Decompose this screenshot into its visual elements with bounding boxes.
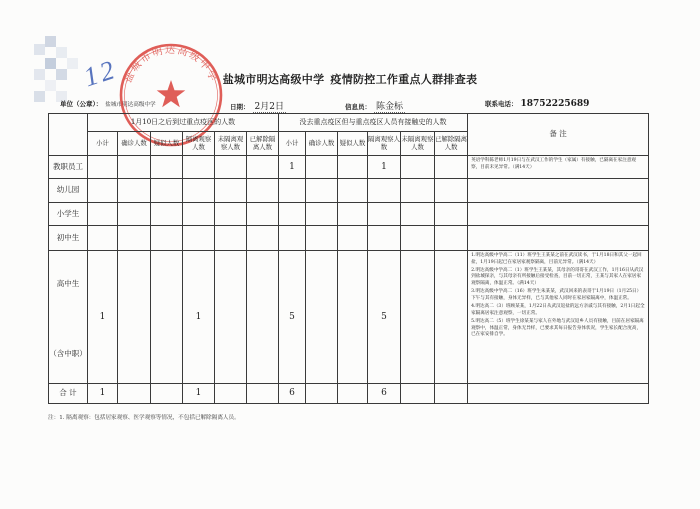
- row-label: 教职员工: [49, 156, 88, 179]
- g2-isolated-cell: [368, 179, 401, 203]
- g1-isolated-header: 隔离观察人数: [183, 132, 215, 156]
- informant-label: 信息员：: [345, 103, 371, 111]
- group1-header: 1月10日之后到过重点疫区的人数: [88, 114, 279, 132]
- g2-suspected-cell: [338, 226, 368, 251]
- table-row: [49, 226, 649, 251]
- g2-confirmed-cell: [306, 384, 338, 404]
- g2-subtotal-cell: 5: [279, 251, 306, 384]
- remark-paragraph: 4.明达高二（3）班顾某某，1月22日从武汉返盐的远方亲戚与其有接触，2月1日起全家隔离居家注意观察，一切正常。: [471, 304, 645, 316]
- g2-confirmed-cell: [306, 251, 338, 384]
- g1-suspected-cell: [151, 179, 183, 203]
- g1-isolated-cell: 1: [183, 384, 215, 404]
- svg-text:盐城市明达高级中学: [121, 43, 221, 84]
- remark-cell: [468, 251, 649, 384]
- date-label: 日期：: [230, 103, 250, 111]
- table-row: [49, 251, 649, 384]
- g2-confirmed-cell: [306, 226, 338, 251]
- g1-subtotal-cell: 1: [88, 251, 118, 384]
- g2-not-isolated-cell: [401, 251, 435, 384]
- g1-suspected-cell: [151, 203, 183, 226]
- g1-subtotal-cell: [88, 203, 118, 226]
- row-sublabel-text: （含中职）: [49, 348, 87, 358]
- g1-suspected-cell: [151, 384, 183, 404]
- g2-not-isolated-cell: [401, 179, 435, 203]
- g2-suspected-cell: [338, 203, 368, 226]
- informant-field: [345, 99, 405, 112]
- g1-subtotal-cell: 1: [88, 384, 118, 404]
- row-label: 初中生: [49, 226, 88, 251]
- g1-subtotal-header: 小计: [88, 132, 118, 156]
- g2-isolated-cell: 6: [368, 384, 401, 404]
- g2-released-cell: [435, 251, 468, 384]
- remark-paragraph: 英语学科陈老师1月19日与在武汉工作的学生（家属）有接触，已隔离在家注意观察，目前未见异常。（满14天）: [471, 158, 637, 170]
- phone-value: 18752225689: [520, 99, 590, 109]
- g1-released-cell: [247, 251, 279, 384]
- g2-released-cell: [435, 384, 468, 404]
- g2-subtotal-header: 小计: [279, 132, 306, 156]
- phone-field: [485, 99, 589, 109]
- g2-not-isolated-cell: [401, 384, 435, 404]
- g1-suspected-cell: [151, 226, 183, 251]
- g1-confirmed-cell: [118, 179, 151, 203]
- g1-released-cell: [247, 179, 279, 203]
- table-row: [49, 203, 649, 226]
- g1-confirmed-cell: [118, 203, 151, 226]
- g1-released-cell: [247, 384, 279, 404]
- g2-isolated-header: 隔离观察人数: [368, 132, 401, 156]
- g2-not-isolated-cell: [401, 203, 435, 226]
- g1-subtotal-cell: [88, 156, 118, 179]
- row-label: 小学生: [49, 203, 88, 226]
- g1-not-isolated-cell: [215, 156, 247, 179]
- row-label: 幼儿园: [49, 179, 88, 203]
- g2-released-header: 已解除隔离人数: [435, 132, 468, 156]
- g2-confirmed-header: 确诊人数: [306, 132, 338, 156]
- g2-isolated-cell: [368, 203, 401, 226]
- remark-cell: [468, 156, 649, 179]
- table-row: [49, 156, 649, 179]
- g2-subtotal-cell: 6: [279, 384, 306, 404]
- table-body: [49, 156, 649, 404]
- g1-isolated-cell: [183, 203, 215, 226]
- header-row-groups: [49, 114, 649, 132]
- g1-not-isolated-header: 未隔离观察人数: [215, 132, 247, 156]
- g1-subtotal-cell: [88, 179, 118, 203]
- g1-released-cell: [247, 226, 279, 251]
- g2-subtotal-cell: 1: [279, 156, 306, 179]
- group2-header: 没去重点疫区但与重点疫区人员有接触史的人数: [279, 114, 468, 132]
- unit-value: 盐城市明达高级中学: [105, 102, 156, 108]
- g2-isolated-cell: [368, 226, 401, 251]
- table-row: [49, 384, 649, 404]
- g1-subtotal-cell: [88, 226, 118, 251]
- g1-not-isolated-cell: [215, 226, 247, 251]
- g1-not-isolated-cell: [215, 384, 247, 404]
- remark-cell: [468, 384, 649, 404]
- phone-label: 联系电话：: [485, 100, 518, 108]
- g1-confirmed-cell: [118, 226, 151, 251]
- remark-paragraph: 2.明达高级中学高二（1）班学生王某某，其母亲的哥哥在武汉工作，1月16日从武汉到盐城探亲，与其母亲有所接触后接受检查，目前一切正常，王某与其家人在家居家观察隔离，体温正常。（满14天）: [471, 267, 644, 287]
- g2-isolated-cell: 1: [368, 156, 401, 179]
- remark-paragraph: 1.明达高级中学高二（11）班学生王某某之前在武汉读书，于1月18日和其父一起回盐，1月19日起已在家居家观察隔离，目前无异常。（满14天）: [471, 253, 642, 265]
- g2-suspected-cell: [338, 179, 368, 203]
- g2-released-cell: [435, 226, 468, 251]
- g2-not-isolated-cell: [401, 226, 435, 251]
- g2-subtotal-cell: [279, 203, 306, 226]
- g2-confirmed-cell: [306, 179, 338, 203]
- title-school: 盐城市明达高级中学: [222, 73, 325, 86]
- g2-suspected-cell: [338, 251, 368, 384]
- g2-confirmed-cell: [306, 156, 338, 179]
- remark-paragraph: 3.明达高级中学高二（16）班学生朱某某，武汉回来的表哥于1月19日（1月25日）下午与其有接触，身体无异样，已与其他家人同时在家居家隔离中，体温正常。: [471, 289, 642, 301]
- g1-confirmed-cell: [118, 384, 151, 404]
- g1-isolated-cell: [183, 226, 215, 251]
- g1-confirmed-cell: [118, 156, 151, 179]
- footnote: 注：1. 隔离观察：包括居家观察、医学观察等情况，不包括已解除隔离人员。: [48, 415, 240, 421]
- handwritten-mark: 12: [80, 53, 121, 93]
- date-field: [230, 99, 286, 112]
- g2-not-isolated-header: 未隔离观察人数: [401, 132, 435, 156]
- g2-released-cell: [435, 179, 468, 203]
- g2-subtotal-cell: [279, 226, 306, 251]
- g2-suspected-cell: [338, 156, 368, 179]
- g2-subtotal-cell: [279, 179, 306, 203]
- unit-label: 单位（公章）：: [60, 100, 103, 108]
- row-label-text: 高中生: [56, 278, 80, 288]
- g2-suspected-header: 疑似人数: [338, 132, 368, 156]
- g2-released-cell: [435, 203, 468, 226]
- page-title: [0, 71, 700, 87]
- g1-not-isolated-cell: [215, 179, 247, 203]
- row-label: [49, 251, 88, 384]
- g2-suspected-cell: [338, 384, 368, 404]
- screening-table: [48, 113, 649, 404]
- g1-not-isolated-cell: [215, 251, 247, 384]
- remark-cell: [468, 203, 649, 226]
- remarks-header: 备 注: [468, 114, 649, 156]
- g2-isolated-cell: 5: [368, 251, 401, 384]
- g2-not-isolated-cell: [401, 156, 435, 179]
- g1-isolated-cell: [183, 156, 215, 179]
- remark-paragraph: 5.明达高二（5）班学生徐某某与家人在外地与武汉返乡人员有接触，目前在居家隔离观察中，体温正常，身体无异样，已要求其每日报告身体状况，学生家长配合度高，已在家安排自学。: [471, 318, 644, 338]
- g1-released-cell: [247, 203, 279, 226]
- g1-confirmed-cell: [118, 251, 151, 384]
- remark-cell: [468, 226, 649, 251]
- header-corner: [49, 114, 88, 156]
- g1-released-cell: [247, 156, 279, 179]
- remark-cell: [468, 179, 649, 203]
- title-main: 疫情防控工作重点人群排查表: [330, 73, 478, 86]
- informant-value: 陈金标: [376, 102, 404, 112]
- g2-released-cell: [435, 156, 468, 179]
- g1-suspected-header: 疑似人数: [151, 132, 183, 156]
- g1-suspected-cell: [151, 156, 183, 179]
- table-row: [49, 179, 649, 203]
- g1-not-isolated-cell: [215, 203, 247, 226]
- g2-confirmed-cell: [306, 203, 338, 226]
- g1-suspected-cell: [151, 251, 183, 384]
- seal-text: 盐城市明达高级中学: [122, 45, 220, 85]
- g1-isolated-cell: [183, 179, 215, 203]
- g1-released-header: 已解除隔离人数: [247, 132, 279, 156]
- seal-star-icon: [157, 80, 186, 107]
- row-label: 合 计: [49, 384, 88, 404]
- date-value: 2月2日: [254, 102, 284, 112]
- g1-confirmed-header: 确诊人数: [118, 132, 151, 156]
- g1-isolated-cell: 1: [183, 251, 215, 384]
